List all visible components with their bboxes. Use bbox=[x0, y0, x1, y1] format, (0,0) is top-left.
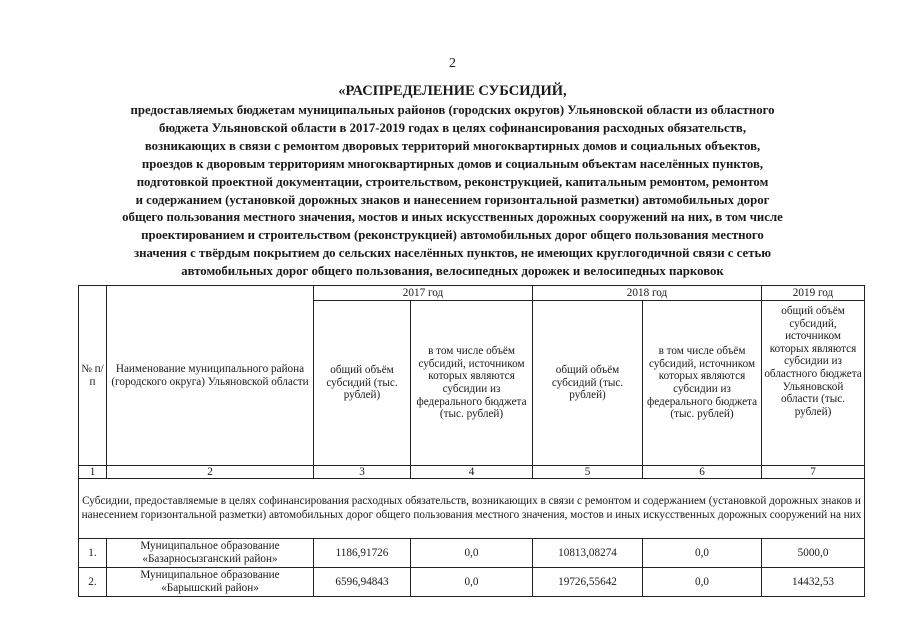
header-federal-2017: в том числе объём субсидий, источником которых являются субсидии из федерального бюджета (тыс. рублей) bbox=[411, 301, 533, 466]
row-total-2018: 10813,08274 bbox=[533, 539, 643, 568]
subtitle-line: проектированием и строительством (реконструкцией) автомобильных дорог общего пользования местного bbox=[141, 228, 764, 243]
column-number: 1 bbox=[79, 466, 107, 479]
header-federal-2018: в том числе объём субсидий, источником которых являются субсидии из федерального бюджета (тыс. рублей) bbox=[643, 301, 762, 466]
document-title: «РАСПРЕДЕЛЕНИЕ СУБСИДИЙ, bbox=[338, 83, 567, 99]
header-total-2017: общий объём субсидий (тыс. рублей) bbox=[314, 301, 411, 466]
section-title: Субсидии, предоставляемые в целях софинансирования расходных обязательств, возникающих в связи с ремонтом и содержанием (установкой дорожных знаков и нанесением горизонтальной разметки) автомобильных дорог общего пользования местного значения, мостов и иных искусственных дорожных сооружений на них bbox=[79, 479, 865, 539]
section-row bbox=[79, 479, 865, 539]
header-year-row bbox=[79, 286, 865, 301]
row-total-2017: 1186,91726 bbox=[314, 539, 411, 568]
subtitle-line: бюджета Ульяновской области в 2017-2019 годах в целях софинансирования расходных обязательств, bbox=[158, 120, 747, 135]
header-num: № п/п bbox=[79, 286, 107, 466]
column-number: 7 bbox=[762, 466, 865, 479]
column-number: 4 bbox=[411, 466, 533, 479]
row-num: 1. bbox=[79, 539, 107, 568]
header-total-2018: общий объём субсидий (тыс. рублей) bbox=[533, 301, 643, 466]
header-year-2017: 2017 год bbox=[314, 286, 533, 301]
row-total-2019: 14432,53 bbox=[762, 568, 865, 597]
subtitle-line: общего пользования местного значения, мостов и иных искусственных дорожных сооружений на них, в том числе bbox=[122, 210, 783, 225]
row-total-2019: 5000,0 bbox=[762, 539, 865, 568]
subtitle-line: значения с твёрдым покрытием до сельских населённых пунктов, не имеющих круглогодичной связи с сетью bbox=[133, 246, 772, 261]
subtitle-line: автомобильных дорог общего пользования, велосипедных дорожек и велосипедных парковок bbox=[181, 264, 724, 279]
document-subtitle bbox=[0, 102, 905, 281]
header-name: Наименование муниципального района (городского округа) Ульяновской области bbox=[107, 286, 314, 466]
row-federal-2017: 0,0 bbox=[411, 568, 533, 597]
subsidy-table bbox=[78, 285, 865, 597]
row-name: Муниципальное образование «Базарносызганский район» bbox=[107, 539, 314, 568]
column-number: 2 bbox=[107, 466, 314, 479]
column-number-row bbox=[79, 466, 865, 479]
subtitle-line: и содержанием (установкой дорожных знаков и нанесением горизонтальной разметки) автомобильных дорог bbox=[135, 192, 770, 207]
row-federal-2017: 0,0 bbox=[411, 539, 533, 568]
header-year-2018: 2018 год bbox=[533, 286, 762, 301]
header-year-2019: 2019 год bbox=[762, 286, 865, 301]
table-row bbox=[79, 539, 865, 568]
column-number: 5 bbox=[533, 466, 643, 479]
row-name: Муниципальное образование «Барышский район» bbox=[107, 568, 314, 597]
subtitle-line: подготовкой проектной документации, строительством, реконструкцией, капитальным ремонтом, ремонтом bbox=[136, 174, 769, 189]
subtitle-line: предоставляемых бюджетам муниципальных районов (городских округов) Ульяновской области из областного bbox=[130, 103, 775, 117]
subtitle-line: возникающих в связи с ремонтом дворовых территорий многоквартирных домов и социальных объектов, bbox=[144, 138, 761, 153]
column-number: 3 bbox=[314, 466, 411, 479]
row-num: 2. bbox=[79, 568, 107, 597]
table-row bbox=[79, 568, 865, 597]
row-federal-2018: 0,0 bbox=[643, 568, 762, 597]
page-number: 2 bbox=[449, 56, 456, 71]
row-total-2018: 19726,55642 bbox=[533, 568, 643, 597]
header-total-2019: общий объём субсидий, источником которых являются субсидии из областного бюджета Ульяновской области (тыс. рублей) bbox=[762, 301, 865, 466]
row-total-2017: 6596,94843 bbox=[314, 568, 411, 597]
subtitle-line: проездов к дворовым территориям многоквартирных домов и социальным объектам населённых пунктов, bbox=[141, 156, 764, 171]
row-federal-2018: 0,0 bbox=[643, 539, 762, 568]
column-number: 6 bbox=[643, 466, 762, 479]
